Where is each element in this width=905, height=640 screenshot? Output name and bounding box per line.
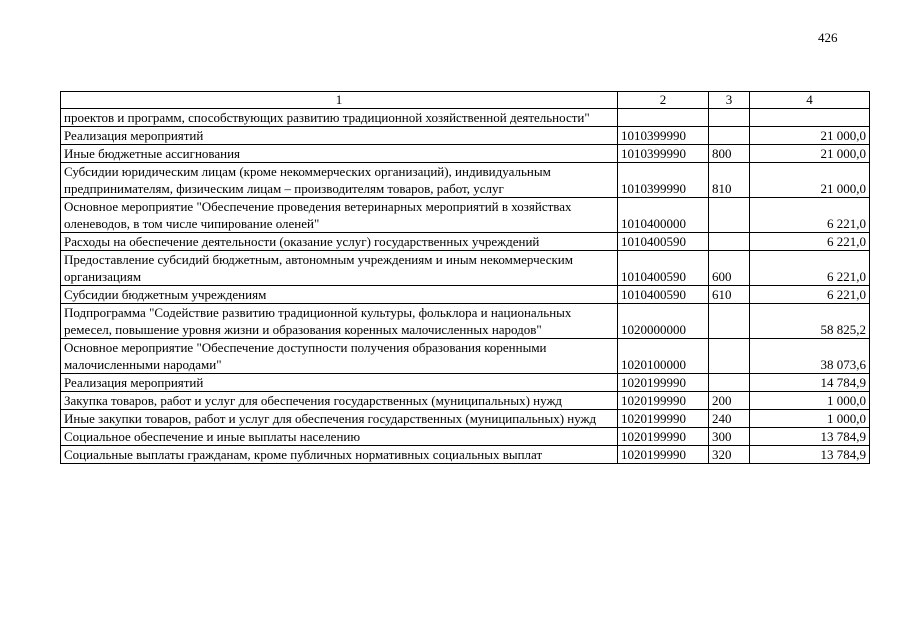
row-type: 800 <box>709 145 750 163</box>
row-type: 300 <box>709 428 750 446</box>
row-type: 200 <box>709 392 750 410</box>
table-row <box>61 428 870 446</box>
table-row <box>61 233 870 251</box>
table-row <box>61 286 870 304</box>
row-amount: 21 000,0 <box>750 127 870 145</box>
row-amount: 21 000,0 <box>750 145 870 163</box>
row-name: Предоставление субсидий бюджетным, автономным учреждениям и иным некоммерческим организациям <box>61 251 618 286</box>
header-col-1: 1 <box>61 92 618 109</box>
row-code: 1010399990 <box>618 163 709 198</box>
row-code: 1020199990 <box>618 392 709 410</box>
row-code: 1010400590 <box>618 233 709 251</box>
row-code: 1020000000 <box>618 304 709 339</box>
table-row <box>61 339 870 374</box>
row-amount: 1 000,0 <box>750 392 870 410</box>
row-code: 1010400590 <box>618 286 709 304</box>
row-amount: 13 784,9 <box>750 446 870 464</box>
budget-table <box>60 91 870 464</box>
table-row <box>61 145 870 163</box>
row-type <box>709 233 750 251</box>
table-row <box>61 304 870 339</box>
row-type: 240 <box>709 410 750 428</box>
table-row <box>61 109 870 127</box>
row-code: 1010400590 <box>618 251 709 286</box>
row-type <box>709 304 750 339</box>
row-amount: 6 221,0 <box>750 233 870 251</box>
header-col-3: 3 <box>709 92 750 109</box>
table-row <box>61 198 870 233</box>
row-type: 810 <box>709 163 750 198</box>
row-name: Основное мероприятие "Обеспечение доступности получения образования коренными малочисленными народами" <box>61 339 618 374</box>
row-code: 1020100000 <box>618 339 709 374</box>
row-amount: 6 221,0 <box>750 198 870 233</box>
row-type <box>709 198 750 233</box>
row-code: 1010399990 <box>618 127 709 145</box>
row-name: Основное мероприятие "Обеспечение проведения ветеринарных мероприятий в хозяйствах оленеводов, в том числе чипирование оленей" <box>61 198 618 233</box>
table-row <box>61 374 870 392</box>
row-name: проектов и программ, способствующих развитию традиционной хозяйственной деятельности" <box>61 109 618 127</box>
row-name: Подпрограмма "Содействие развитию традиционной культуры, фольклора и национальных ремесел, повышение уровня жизни и образования коренных малочисленных народов" <box>61 304 618 339</box>
row-code: 1020199990 <box>618 428 709 446</box>
row-amount: 1 000,0 <box>750 410 870 428</box>
row-amount: 6 221,0 <box>750 251 870 286</box>
row-name: Иные бюджетные ассигнования <box>61 145 618 163</box>
row-amount: 14 784,9 <box>750 374 870 392</box>
page-number: 426 <box>818 30 838 45</box>
row-type: 610 <box>709 286 750 304</box>
row-amount: 38 073,6 <box>750 339 870 374</box>
row-type <box>709 127 750 145</box>
row-code: 1020199990 <box>618 374 709 392</box>
table-row <box>61 251 870 286</box>
row-amount: 58 825,2 <box>750 304 870 339</box>
row-type <box>709 374 750 392</box>
row-name: Социальные выплаты гражданам, кроме публичных нормативных социальных выплат <box>61 446 618 464</box>
table-row <box>61 127 870 145</box>
row-name: Субсидии бюджетным учреждениям <box>61 286 618 304</box>
row-amount <box>750 109 870 127</box>
row-name: Расходы на обеспечение деятельности (оказание услуг) государственных учреждений <box>61 233 618 251</box>
row-code: 1010400000 <box>618 198 709 233</box>
row-code: 1010399990 <box>618 145 709 163</box>
row-name: Иные закупки товаров, работ и услуг для обеспечения государственных (муниципальных) нужд <box>61 410 618 428</box>
row-name: Субсидии юридическим лицам (кроме некоммерческих организаций), индивидуальным предпринимателям, физическим лицам – производителям товаров, работ, услуг <box>61 163 618 198</box>
table-row <box>61 392 870 410</box>
row-name: Закупка товаров, работ и услуг для обеспечения государственных (муниципальных) нужд <box>61 392 618 410</box>
row-code: 1020199990 <box>618 446 709 464</box>
table-row <box>61 446 870 464</box>
header-col-2: 2 <box>618 92 709 109</box>
table-row <box>61 410 870 428</box>
row-type <box>709 109 750 127</box>
row-amount: 13 784,9 <box>750 428 870 446</box>
row-type: 600 <box>709 251 750 286</box>
row-amount: 21 000,0 <box>750 163 870 198</box>
row-code: 1020199990 <box>618 410 709 428</box>
row-type <box>709 339 750 374</box>
row-type: 320 <box>709 446 750 464</box>
row-name: Реализация мероприятий <box>61 127 618 145</box>
row-code <box>618 109 709 127</box>
row-name: Реализация мероприятий <box>61 374 618 392</box>
table-header-row <box>61 92 870 109</box>
header-col-4: 4 <box>750 92 870 109</box>
row-amount: 6 221,0 <box>750 286 870 304</box>
row-name: Социальное обеспечение и иные выплаты населению <box>61 428 618 446</box>
table-row <box>61 163 870 198</box>
